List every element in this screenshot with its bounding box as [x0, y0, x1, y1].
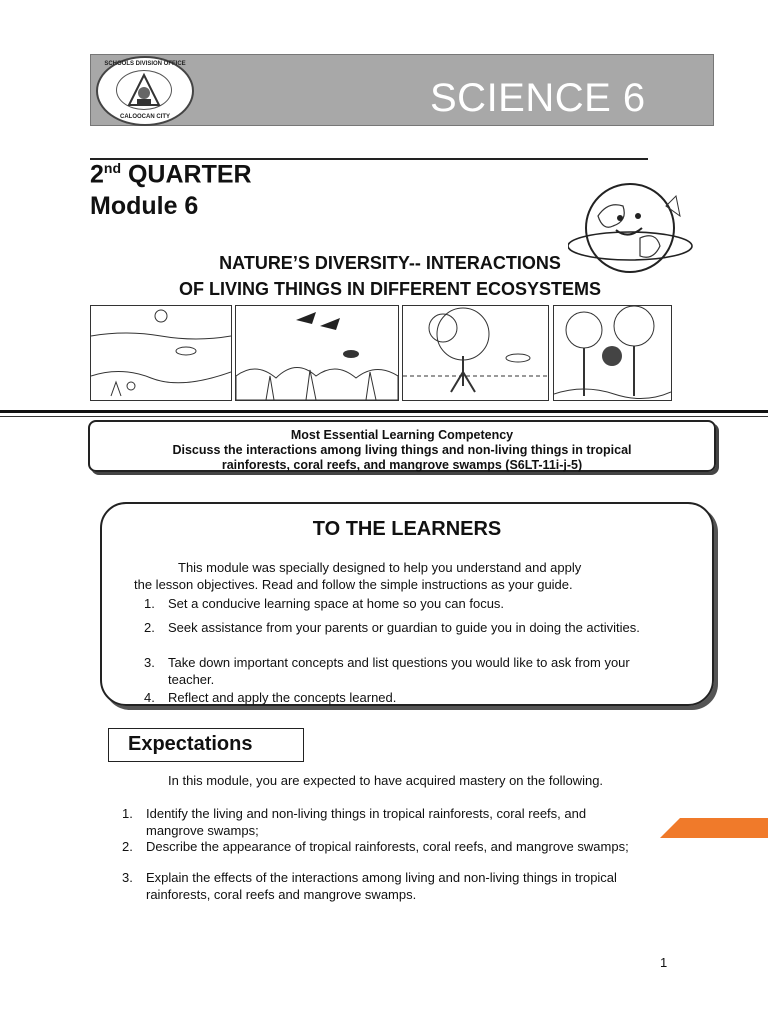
coral-reef-scene-image — [235, 305, 399, 401]
heading-line-2: OF LIVING THINGS IN DIFFERENT ECOSYSTEMS — [178, 279, 602, 299]
list-item-number: 1. — [122, 806, 133, 821]
section-divider-thin — [0, 416, 768, 417]
rainforest-scene-image — [553, 305, 672, 401]
learners-intro-line-2: the lesson objectives. Read and follow the simple instructions as your guide. — [134, 577, 573, 592]
competency-line-2: rainforests, coral reefs, and mangrove swamps (S6LT-11i-j-5) — [221, 458, 583, 472]
quarter-label — [90, 160, 252, 189]
list-item-number: 2. — [144, 620, 155, 635]
list-item-text: Seek assistance from your parents or guardian to guide you in doing the activities. — [168, 620, 640, 635]
ecosystem-illustrations — [90, 305, 670, 401]
learners-title: TO THE LEARNERS — [312, 518, 502, 540]
list-item-text: Take down important concepts and list questions you would like to ask from your teacher. — [168, 655, 630, 687]
section-divider-thick — [0, 410, 768, 413]
list-item-number: 4. — [144, 690, 155, 705]
competency-label: Most Essential Learning Competency — [290, 428, 514, 442]
list-item-text: Describe the appearance of tropical rainforests, coral reefs, and mangrove swamps; — [146, 839, 629, 854]
orange-accent-tab — [660, 818, 768, 838]
list-item-number: 3. — [122, 870, 133, 885]
module-label: Module 6 — [90, 192, 199, 220]
seashore-scene-image — [90, 305, 232, 401]
seal-text-bottom: CALOOCAN CITY — [120, 114, 170, 120]
quarter-number: 2 — [90, 160, 104, 189]
list-item-number: 2. — [122, 839, 133, 854]
quarter-suffix: nd — [103, 160, 122, 176]
list-item-text: Identify the living and non-living things in tropical rainforests, coral reefs, and mangrove swamps; — [146, 806, 587, 838]
competency-line-1: Discuss the interactions among living things and non-living things in tropical — [172, 443, 632, 457]
list-item-text: Set a conducive learning space at home so you can focus. — [168, 596, 505, 611]
learning-competency-box — [88, 420, 716, 472]
module-heading — [100, 250, 680, 302]
list-item-text: Explain the effects of the interactions among living and non-living things in tropical rainforests, coral reefs and mangrove swamps. — [146, 870, 617, 902]
list-item-text: Reflect and apply the concepts learned. — [168, 690, 397, 705]
expectations-title: Expectations — [128, 733, 253, 755]
learners-intro-line-1: This module was specially designed to help you understand and apply — [178, 560, 582, 575]
expectations-intro: In this module, you are expected to have acquired mastery on the following. — [168, 773, 604, 788]
page-title: SCIENCE 6 — [430, 76, 646, 120]
quarter-word: QUARTER — [127, 160, 252, 189]
heading-line-1: NATURE’S DIVERSITY-- INTERACTIONS — [219, 253, 561, 273]
list-item-number: 3. — [144, 655, 155, 670]
page-number: 1 — [660, 955, 668, 970]
mangrove-scene-image — [402, 305, 549, 401]
seal-text-top: SCHOOLS DIVISION OFFICE — [104, 61, 186, 67]
list-item-number: 1. — [144, 596, 155, 611]
school-seal-logo — [96, 56, 194, 126]
